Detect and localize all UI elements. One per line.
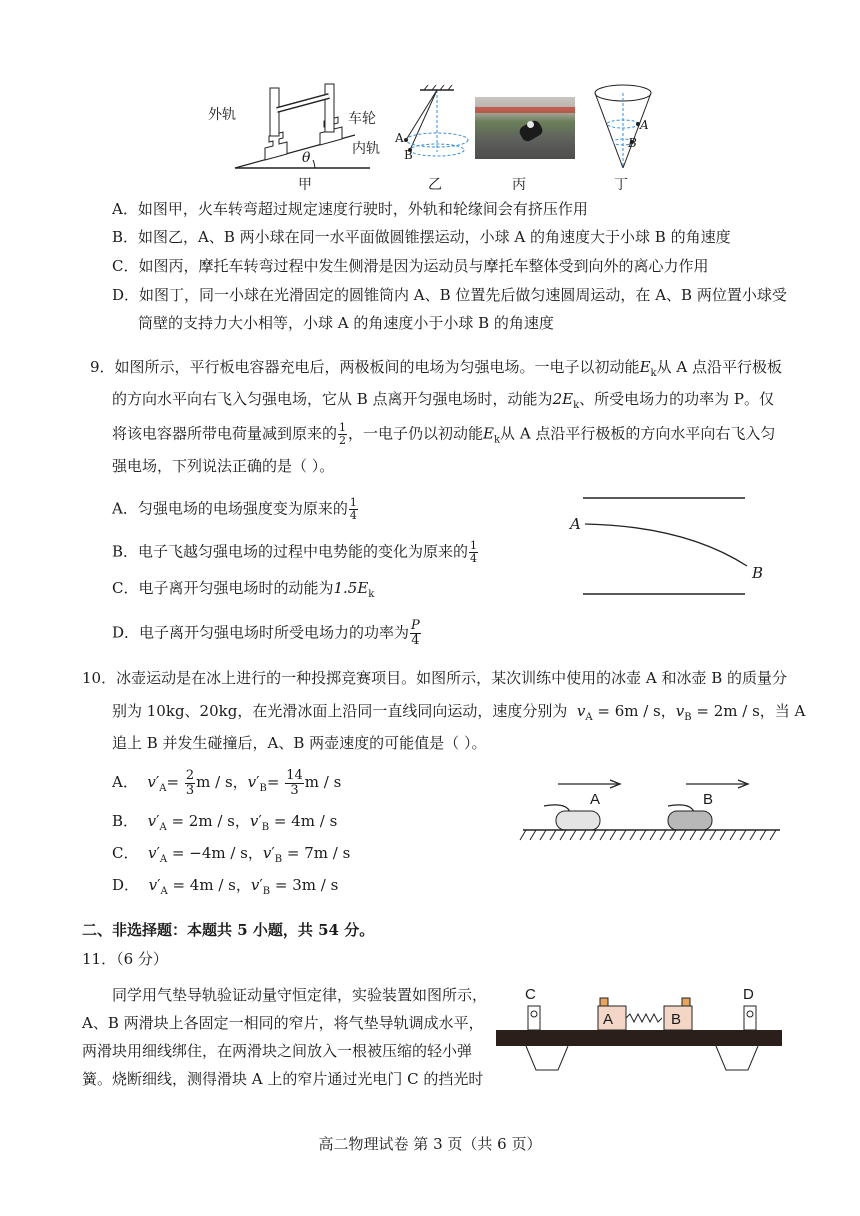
q8-option-d-line2: 筒壁的支持力大小相等，小球 A 的角速度小于小球 B 的角速度: [138, 314, 554, 332]
q8-option-d-line1: D．如图丁，同一小球在光滑固定的圆锥筒内 A、B 位置先后做匀速圆周运动，在 A、B 两位置小球受: [112, 286, 787, 304]
q11-text-line2: A、B 两滑块上各固定一相同的窄片，将气垫导轨调成水平，: [82, 1014, 484, 1032]
label-theta: θ: [302, 150, 311, 166]
q8-option-c: C．如图丙，摩托车转弯过程中发生侧滑是因为运动员与摩托车整体受到向外的离心力作用: [112, 257, 709, 275]
q8-option-b: B．如图乙，A、B 两小球在同一水平面做圆锥摆运动，小球 A 的角速度大于小球 B 的角速度: [112, 228, 731, 246]
page-footer: 高二物理试卷 第 3 页（共 6 页）: [318, 1135, 542, 1153]
label-outer-rail: 外轨: [208, 107, 236, 123]
label-ding: 丁: [614, 177, 628, 193]
q11-text-line3: 两滑块用细线绑住，在两滑块之间放入一根被压缩的轻小弹: [82, 1042, 473, 1060]
label-gate-c: C: [525, 986, 536, 1003]
q11-text-line4: 簧。烧断细线，测得滑块 A 上的窄片通过光电门 C 的挡光时: [82, 1070, 484, 1088]
label-point-a: A: [570, 515, 581, 533]
q9-option-c: C．电子离开匀强电场时的动能为$1.5E_k$: [112, 579, 375, 600]
q9-stem-line1: 9．如图所示，平行板电容器充电后，两极板间的电场为匀强电场。一电子以初动能$E_k$从 A 点沿平行极板: [90, 358, 782, 379]
label-bing: 丙: [512, 177, 526, 193]
label-ding-a: A: [640, 118, 649, 132]
figure-bing-motorcycle-photo: [475, 97, 575, 159]
q9-stem-line4: 强电场，下列说法正确的是（ ）。: [112, 457, 335, 475]
figure-capacitor: [565, 490, 780, 605]
label-stone-a: A: [590, 791, 601, 808]
label-ding-b: B: [628, 136, 637, 150]
label-stone-b: B: [703, 791, 714, 808]
q8-option-a: A．如图甲，火车转弯超过规定速度行驶时，外轨和轮缘间会有挤压作用: [112, 200, 588, 218]
q10-stem-line2: 别为 10kg、20kg，在光滑冰面上沿同一直线同向运动，速度分别为 $v_A = 6m / s$，$v_B = 2m / s$，当 A: [112, 702, 806, 723]
label-yi: 乙: [428, 177, 442, 193]
q9-option-b: B．电子飞越匀强电场的过程中电势能的变化为原来的 $\frac{1}{4}$: [112, 539, 478, 565]
label-wheel: 车轮: [348, 111, 376, 127]
label-slider-a: A: [603, 1011, 614, 1028]
label-inner-rail: 内轨: [352, 141, 380, 157]
q10-stem-line1: 10．冰壶运动是在冰上进行的一种投掷竞赛项目。如图所示，某次训练中使用的冰壶 A 和冰壶 B 的质量分: [82, 669, 788, 687]
q11-title: 11．（6 分）: [82, 950, 168, 968]
figure-jia-train-track: [205, 80, 380, 192]
section-2-heading: 二、非选择题：本题共 5 小题，共 54 分。: [82, 921, 375, 939]
q10-option-c: C． $v'_A = -4m / s$，$v'_B = 7m / s$: [112, 844, 351, 865]
label-yi-a: A: [395, 131, 404, 145]
figure-curling: [518, 772, 783, 847]
q10-option-b: B． $v'_A = 2m / s$，$v'_B = 4m / s$: [112, 812, 338, 833]
q10-option-a: A． $v'_A=$ $\frac{2}{3}$ m / s，$v'_B=$ $\frac{14}{3}$ m / s: [112, 767, 342, 798]
q9-option-a: A．匀强电场的电场强度变为原来的 $\frac{1}{4}$: [112, 496, 357, 522]
label-gate-d: D: [743, 986, 754, 1003]
q9-stem-line3: 将该电容器所带电荷量减到原来的 $\frac{1}{2}$ ，一电子仍以初动能$E_k$从 A 点沿平行极板的方向水平向右飞入匀: [112, 421, 776, 447]
q11-text-line1: 同学用气垫导轨验证动量守恒定律，实验装置如图所示，: [112, 986, 488, 1004]
label-jia: 甲: [298, 177, 312, 193]
q10-option-d: D． $v'_A = 4m / s$，$v'_B = 3m / s$: [112, 876, 339, 897]
q10-stem-line3: 追上 B 并发生碰撞后，A、B 两壶速度的可能值是（ ）。: [112, 734, 487, 752]
q9-stem-line2: 的方向水平向右飞入匀强电场，它从 B 点离开匀强电场时，动能为$2E_k$、所受电场力的功率为 P。仅: [112, 390, 774, 411]
label-yi-b: B: [404, 148, 413, 162]
q9-option-d: D．电子离开匀强电场时所受电场力的功率为 $\frac{P}{4}$: [112, 618, 420, 648]
figure-ding-cone: [590, 78, 660, 173]
label-slider-b: B: [671, 1011, 682, 1028]
label-point-b: B: [752, 564, 764, 582]
